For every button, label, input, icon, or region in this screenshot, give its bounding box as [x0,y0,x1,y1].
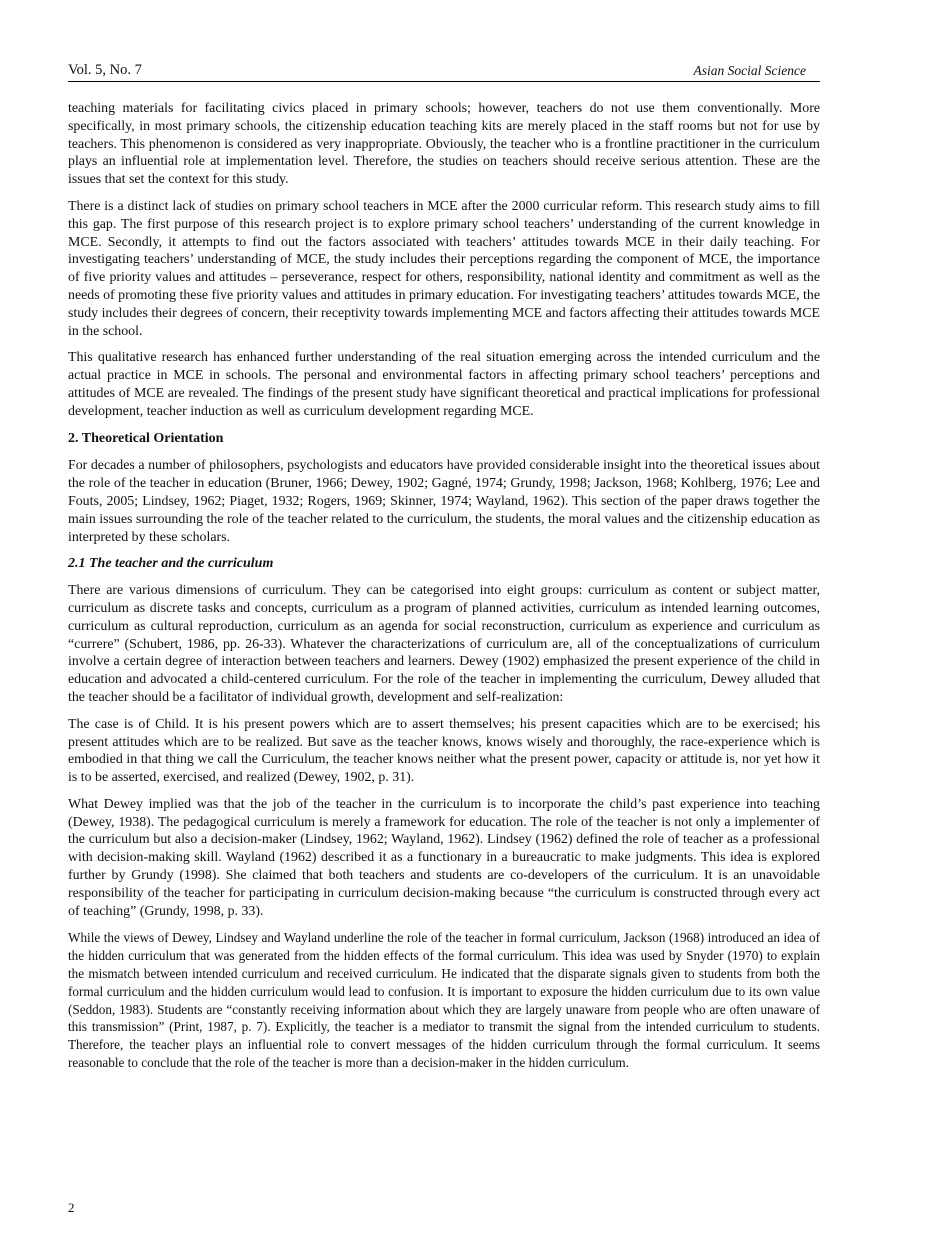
volume-issue: Vol. 5, No. 7 [68,62,142,78]
section-heading: 2. Theoretical Orientation [68,430,224,446]
subsection-heading: 2.1 The teacher and the curriculum [68,556,274,572]
paragraph-intro-2: There is a distinct lack of studies on primary school teachers in MCE after the 2000 curricular reform. This research study aims to fill this gap. The first purpose of this research project is to explore primary school teachers’ understanding of the current knowledge in MCE. Secondly, it attempts to find out the factors associated with teachers’ attitudes towards MCE in their daily teaching. For investigating teachers’ understanding of MCE, the study includes their perceptions regarding the component of MCE, the importance of five priority values and attitudes – perseverance, respect for others, responsibility, national identity and commitment as well as the needs of promoting these five priority values and attitudes in primary education. For investigating teachers’ attitudes towards MCE, the study includes their degrees of concern, their receptivity towards implementing MCE and factors affecting their attitudes towards MCE in the school. [68,198,820,339]
paragraph-curriculum-dimensions: There are various dimensions of curriculum. They can be categorised into eight groups: curriculum as content or subject matter, curriculum as discrete tasks and concepts, curriculum as a program of planned activities, curriculum as intended learning outcomes, curriculum as cultural reproduction, curriculum as an agenda for social reconstruction, curriculum as experience and curriculum as “currere” (Schubert, 1986, pp. 26-33). Whatever the characterizations of curriculum are, all of the conceptualizations of curriculum involve a certain degree of interaction between teachers and learners. Dewey (1902) emphasized the present experience of the child in education and advocated a child-centered curriculum. For the role of the teacher in implementing the curriculum, Dewey alluded that the teacher should be a facilitator of individual growth, development and self-realization: [68,583,820,705]
article-body [68,100,820,1081]
paragraph-dewey-quote: The case is of Child. It is his present powers which are to assert themselves; his present capacities which are to be exercised; his present attitudes which are to be realized. But save as the teacher knows, knows wisely and thoroughly, the race-experience which is embodied in that thing we call the Curriculum, the teacher knows neither what the present power, capacity or attitude is, nor yet how it is to be asserted, exercised, and realized (Dewey, 1902, p. 31). [68,716,820,786]
journal-title: Asian Social Science [693,63,806,78]
paragraph-theoretical-orientation: For decades a number of philosophers, psychologists and educators have provided considerable insight into the theoretical issues about the role of the teacher in education (Bruner, 1966; Dewey, 1902; Gagné, 1974; Grundy, 1998; Jackson, 1968; Kohlberg, 1976; Lee and Fouts, 2005; Lindsey, 1962; Piaget, 1932; Rogers, 1969; Skinner, 1974; Wayland, 1962). This section of the paper draws together the main issues surrounding the role of the teacher related to the curriculum, the students, the moral values and the citizenship education as interpreted by these scholars. [68,458,820,545]
paragraph-dewey-implied: What Dewey implied was that the job of the teacher in the curriculum is to incorporate the child’s past experience into teaching (Dewey, 1938). The pedagogical curriculum is merely a framework for education. The role of the teacher is not only a implementer of the curriculum but also a decision-maker (Lindsey, 1962; Wayland, 1962). Lindsey (1962) defined the role of teacher as a professional with decision-making skill. Wayland (1962) described it as a functionary in a bureaucratic to make judgments. This idea is explored further by Grundy (1998). She claimed that both teachers and students are co-developers of the curriculum. It is an unavoidable responsibility of the teacher for participating in curriculum decision-making because “the curriculum is constructed through every act of teaching” (Grundy, 1998, p. 33). [68,796,820,919]
paragraph-intro-3: This qualitative research has enhanced further understanding of the real situation emerging across the intended curriculum and the actual practice in MCE in schools. The personal and environmental factors in affecting primary school teachers’ perceptions and attitudes of MCE are revealed. The findings of the present study have significant theoretical and practical implications for professional development, teacher induction as well as curriculum development regarding MCE. [68,350,820,419]
running-header [68,61,820,82]
paragraph-hidden-curriculum: While the views of Dewey, Lindsey and Wayland underline the role of the teacher in formal curriculum, Jackson (1968) introduced an idea of the hidden curriculum that was generated from the hidden effects of the formal curriculum. This idea was used by Snyder (1970) to explain the mismatch between intended curriculum and received curriculum. He indicated that the disparate signals given to students from both the formal curriculum and the hidden curriculum would lead to confusion. It is important to exposure the hidden curriculum due to its own value (Seddon, 1983). Students are “constantly receiving information about which they are largely unaware from people who are often unaware of this transmission” (Print, 1987, p. 7). Explicitly, the teacher is a mediator to transmit the signal from the intended curriculum to students. Therefore, the teacher plays an influential role to convert messages of the hidden curriculum through the formal curriculum. It seems reasonable to conclude that the role of the teacher is more than a decision-maker in the hidden curriculum. [68,930,820,1071]
page-number: 2 [68,1200,75,1215]
paragraph-intro-1: teaching materials for facilitating civics placed in primary schools; however, teachers do not use them conventionally. More specifically, in most primary schools, the citizenship education teaching kits are merely placed in the staff rooms but not for use by teachers. This phenomenon is considered as very inappropriate. Obviously, the teacher who is a frontline practitioner in the curriculum plays an influential role at implementation level. Therefore, the studies on teachers should receive serious attention. These are the issues that set the context for this study. [68,101,820,188]
